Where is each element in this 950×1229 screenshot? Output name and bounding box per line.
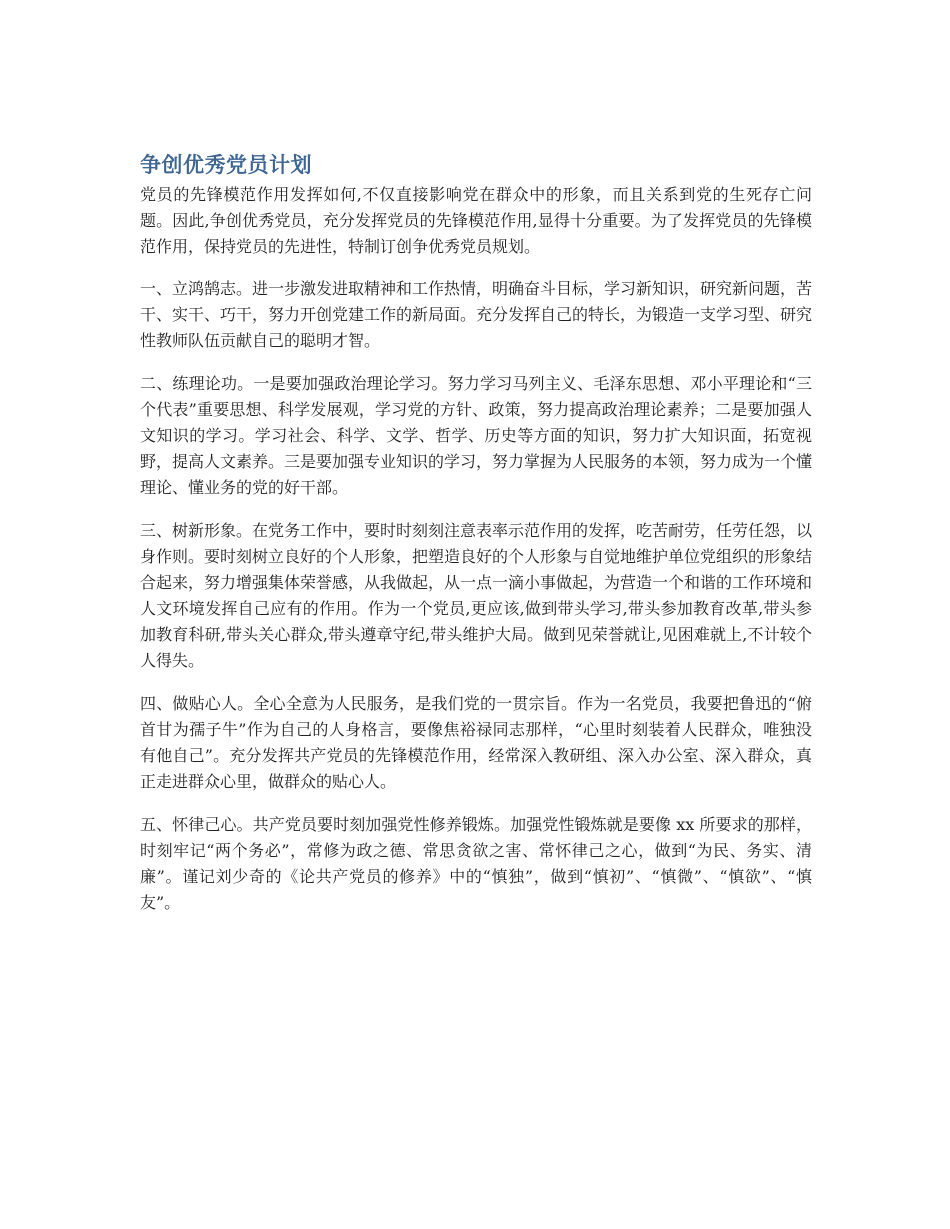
paragraph-section-3: 三、树新形象。在党务工作中，要时时刻刻注意表率示范作用的发挥，吃苦耐劳，任劳任怨，以身作则。要时刻树立良好的个人形象，把塑造良好的个人形象与自觉地维护单位党组织的形象结合起来，努力增强集体荣誉感，从我做起，从一点一滴小事做起，为营造一个和谐的工作环境和人文环境发挥自己应有的作用。作为一个党员,更应该,做到带头学习,带头参加教育改革,带头参加教育科研,带头关心群众,带头遵章守纪,带头维护大局。做到见荣誉就让,见困难就上,不计较个人得失。 [140, 521, 813, 670]
paragraph-intro: 党员的先锋模范作用发挥如何,不仅直接影响党在群众中的形象，而且关系到党的生死存亡问题。因此,争创优秀党员，充分发挥党员的先锋模范作用,显得十分重要。为了发挥党员的先锋模范作用，保持党员的先进性，特制订创争优秀党员规划。 [140, 185, 812, 256]
paragraph-section-4: 四、做贴心人。全心全意为人民服务，是我们党的一贯宗旨。作为一名党员，我要把鲁迅的“俯首甘为孺子牛”作为自己的人身格言，要像焦裕禄同志那样，“心里时刻装着人民群众，唯独没有他自己”。充分发挥共产党员的先锋模范作用，经常深入教研组、深入办公室、深入群众，真正走进群众心里，做群众的贴心人。 [140, 694, 812, 791]
paragraph-section-5: 五、怀律己心。共产党员要时刻加强党性修养锻炼。加强党性锻炼就是要像 xx 所要求的那样，时刻牢记“两个务必”，常修为政之德、常思贪欲之害、常怀律己之心，做到“为民、务实、清廉”。谨记刘少奇的《论共产党员的修养》中的“慎独”，做到“慎初”、“慎微”、“慎欲”、“慎友”。 [140, 815, 812, 912]
document-title: 争创优秀党员计划 [140, 153, 312, 177]
document-body [140, 150, 812, 933]
paragraph-section-2: 二、练理论功。一是要加强政治理论学习。努力学习马列主义、毛泽东思想、邓小平理论和“三个代表”重要思想、科学发展观，学习党的方针、政策，努力提高政治理论素养；二是要加强人文知识的学习。学习社会、科学、文学、哲学、历史等方面的知识，努力扩大知识面，拓宽视野，提高人文素养。三是要加强专业知识的学习，努力掌握为人民服务的本领，努力成为一个懂理论、懂业务的党的好干部。 [140, 374, 813, 497]
paragraph-section-1: 一、立鸿鹄志。进一步激发进取精神和工作热情，明确奋斗目标，学习新知识，研究新问题，苦干、实干、巧干，努力开创党建工作的新局面。充分发挥自己的特长，为锻造一支学习型、研究性教师队伍贡献自己的聪明才智。 [140, 279, 813, 350]
